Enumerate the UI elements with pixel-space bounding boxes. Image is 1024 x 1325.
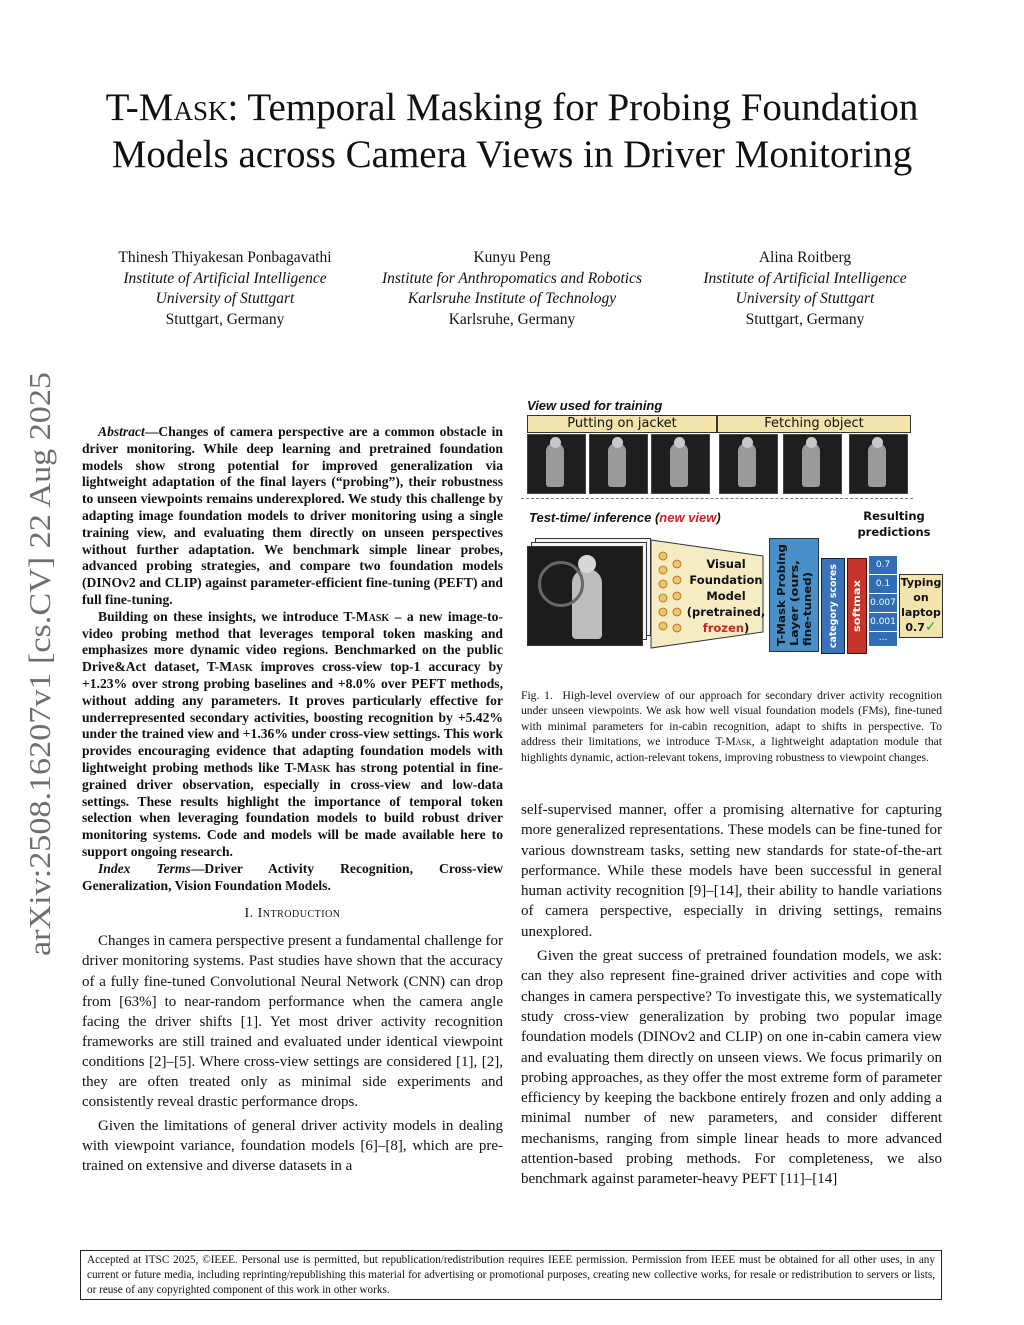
prediction-value: 0.7 xyxy=(869,556,897,574)
abstract: Abstract—Changes of camera perspective are a common obstacle in driver monitoring. While deep learning and pretrained foundation models show strong potential for improved generalization via lightweight adaptation of the final layers (“probing”), their robustness to unseen viewpoints remains underexplored. We study this challenge by adapting image foundation models to driver monitoring using a single training view, and evaluating them directly on unseen perspectives without further adaptation. We benchmark simple linear probes, advanced probing strategies, and compare two foundation models (DINOv2 and CLIP) against parameter-efficient fine-tuning (PEFT) and full fine-tuning. Building on these insights, we introduce T-Mask – a new image-to-video probing method that leverages temporal token masking and emphasizes more dynamic video regions. Benchmarked on the public Drive&Act dataset, T-Mask improves cross-view top-1 accuracy by +1.23% over strong probing baselines and +8.0% over PEFT methods, without adding any parameters. It proves particularly effective for underrepresented secondary activities, boosting recognition by +5.42% under the trained view and +1.36% under cross-view settings. This work provides encouraging evidence that adapting foundation models with lightweight probing methods like T-Mask has strong potential in fine-grained driver observation, especially in cross-view and low-data settings. These results highlight the importance of temporal token selection when leveraging foundation models to build robust driver monitoring systems. Code and models will be made available here to support ongoing research. Index Terms—Driver Activity Recognition, Cross-view Generalization, Vision Foundation Models. xyxy=(82,424,503,893)
training-frame xyxy=(719,434,778,494)
training-frame xyxy=(783,434,842,494)
right-column: self-supervised manner, offer a promising alternative for capturing more generalized representations. These models can be fine-tuned for various downstream tasks, setting new standards for state-of-the-art performance. While these models have been successful in general human activity recognition [9]–[14], their ability to handle variations of camera perspective, especially in driving settings, remains unexplored. Given the great success of pretrained foundation models, we ask: can they also represent fine-grained driver activities and cope with changes in camera perspective? To investigate this, we systematically study cross-view generalization by probing two popular image foundation models (DINOv2 and CLIP) on one in-cabin camera view and evaluating them directly on unseen views. We focus primarily on probing approaches, as they offer the most extreme form of parameter efficiency by keeping the backbone entirely frozen and only adding a minimal number of new parameters, and consider different mechanisms, ranging from simple linear heads to more advanced attention-based probing methods. For completeness, we also benchmark against parameter-heavy PEFT [11]–[14] xyxy=(521,802,942,1188)
figure-1 xyxy=(521,398,942,683)
figure-view-label: View used for training xyxy=(527,398,663,413)
figure-test-label: Test-time/ inference (new view) xyxy=(529,510,721,525)
author-2: Kunyu Peng Institute for Anthropomatics and Robotics Karlsruhe Institute of Technology Karlsruhe, Germany xyxy=(381,249,643,328)
arxiv-identifier xyxy=(6,370,66,960)
activity-banner-2: Fetching object xyxy=(717,415,911,433)
prediction-value: 0.001 xyxy=(869,613,897,631)
author-1: Thinesh Thiyakesan Ponbagavathi Institute of Artificial Intelligence University of Stuttgart Stuttgart, Germany xyxy=(118,249,332,328)
prediction-value: 0.007 xyxy=(869,594,897,612)
prediction-value: ... xyxy=(869,632,897,646)
resulting-predictions-label: Resulting predictions xyxy=(857,509,931,539)
probing-layer-label: T-Mask Probing xyxy=(776,555,788,646)
authors-block xyxy=(80,248,944,338)
index-terms: Index Terms—Driver Activity Recognition, Cross-view Generalization, Vision Foundation Models. xyxy=(82,860,503,893)
prediction-list xyxy=(869,556,897,646)
introduction-text: Changes in camera perspective present a fundamental challenge for driver monitoring systems. Past studies have shown that the accuracy of a fully fine-tuned Convolutional Neural Network (CNN) can drop from [63%] to near-random performance when the camera angle facing the driver shifts [1]. Yet most driver activity recognition frameworks are still trained and evaluated under identical viewpoint conditions [2]–[5]. Where cross-view settings are considered [1], [2], they are often treated only as minimal side experiments and consistently reveal drastic performance drops. Given the limitations of general driver activity models in dealing with viewpoint variance, foundation models [6]–[8], which are pre-trained on extensive and diverse datasets in a xyxy=(82,933,503,1175)
left-column xyxy=(82,424,503,1176)
prediction-value: 0.1 xyxy=(869,575,897,593)
figure-caption: Fig. 1. High-level overview of our approach for secondary driver activity recognition under unseen viewpoints. We ask how well visual foundation models (FMs), fine-tuned with minimal parameters for in-cabin recognition, adapt to shifts in perspective. To address their limitations, we introduce T-Mask, a lightweight adaptation module that highlights dynamic, action-relevant tokens, improving robustness to viewpoint changes. xyxy=(521,689,942,764)
check-icon: ✓ xyxy=(924,619,937,635)
arxiv-id-text: arXiv:2508.16207v1 [cs.CV] 22 Aug 2025 xyxy=(22,425,57,956)
svg-text:fine-tuned): fine-tuned) xyxy=(802,579,814,646)
paper-title: T-Mask: Temporal Masking for Probing Foundation Models across Camera Views in Driver Monitoring xyxy=(105,86,919,176)
svg-text:Layer (ours,: Layer (ours, xyxy=(789,574,801,646)
section-heading-introduction: I. Introduction xyxy=(244,906,341,922)
copyright-notice: Accepted at ITSC 2025, ©IEEE. Personal use is permitted, but republication/redistribution requires IEEE permission. Permission from IEEE must be obtained for all other uses, in any current or future media, including reprinting/republishing this material for advertising or promotional purposes, creating new collective works, for resale or redistribution to servers or lists, or reuse of any copyrighted component of this work in other works. xyxy=(80,1250,942,1300)
title-smallcaps: Mask xyxy=(138,86,228,129)
training-frame xyxy=(849,434,908,494)
figure-divider xyxy=(521,498,913,499)
activity-banner-1: Putting on jacket xyxy=(527,415,717,433)
foundation-model-label: Visual Foundation Model (pretrained, frozen) xyxy=(686,557,766,635)
training-frame xyxy=(589,434,648,494)
author-3: Alina Roitberg Institute of Artificial Intelligence University of Stuttgart Stuttgart, Germany xyxy=(703,249,907,328)
softmax-label: softmax xyxy=(852,586,863,632)
title-rest: : Temporal Masking for Probing Foundation Models across Camera Views in Driver Monitoring xyxy=(111,86,919,176)
training-frame xyxy=(527,434,586,494)
inference-frame xyxy=(527,546,643,646)
training-frame xyxy=(651,434,710,494)
category-scores-label: category scores xyxy=(828,562,839,648)
predicted-class-box: Typing on laptop 0.7✓ xyxy=(899,574,943,638)
